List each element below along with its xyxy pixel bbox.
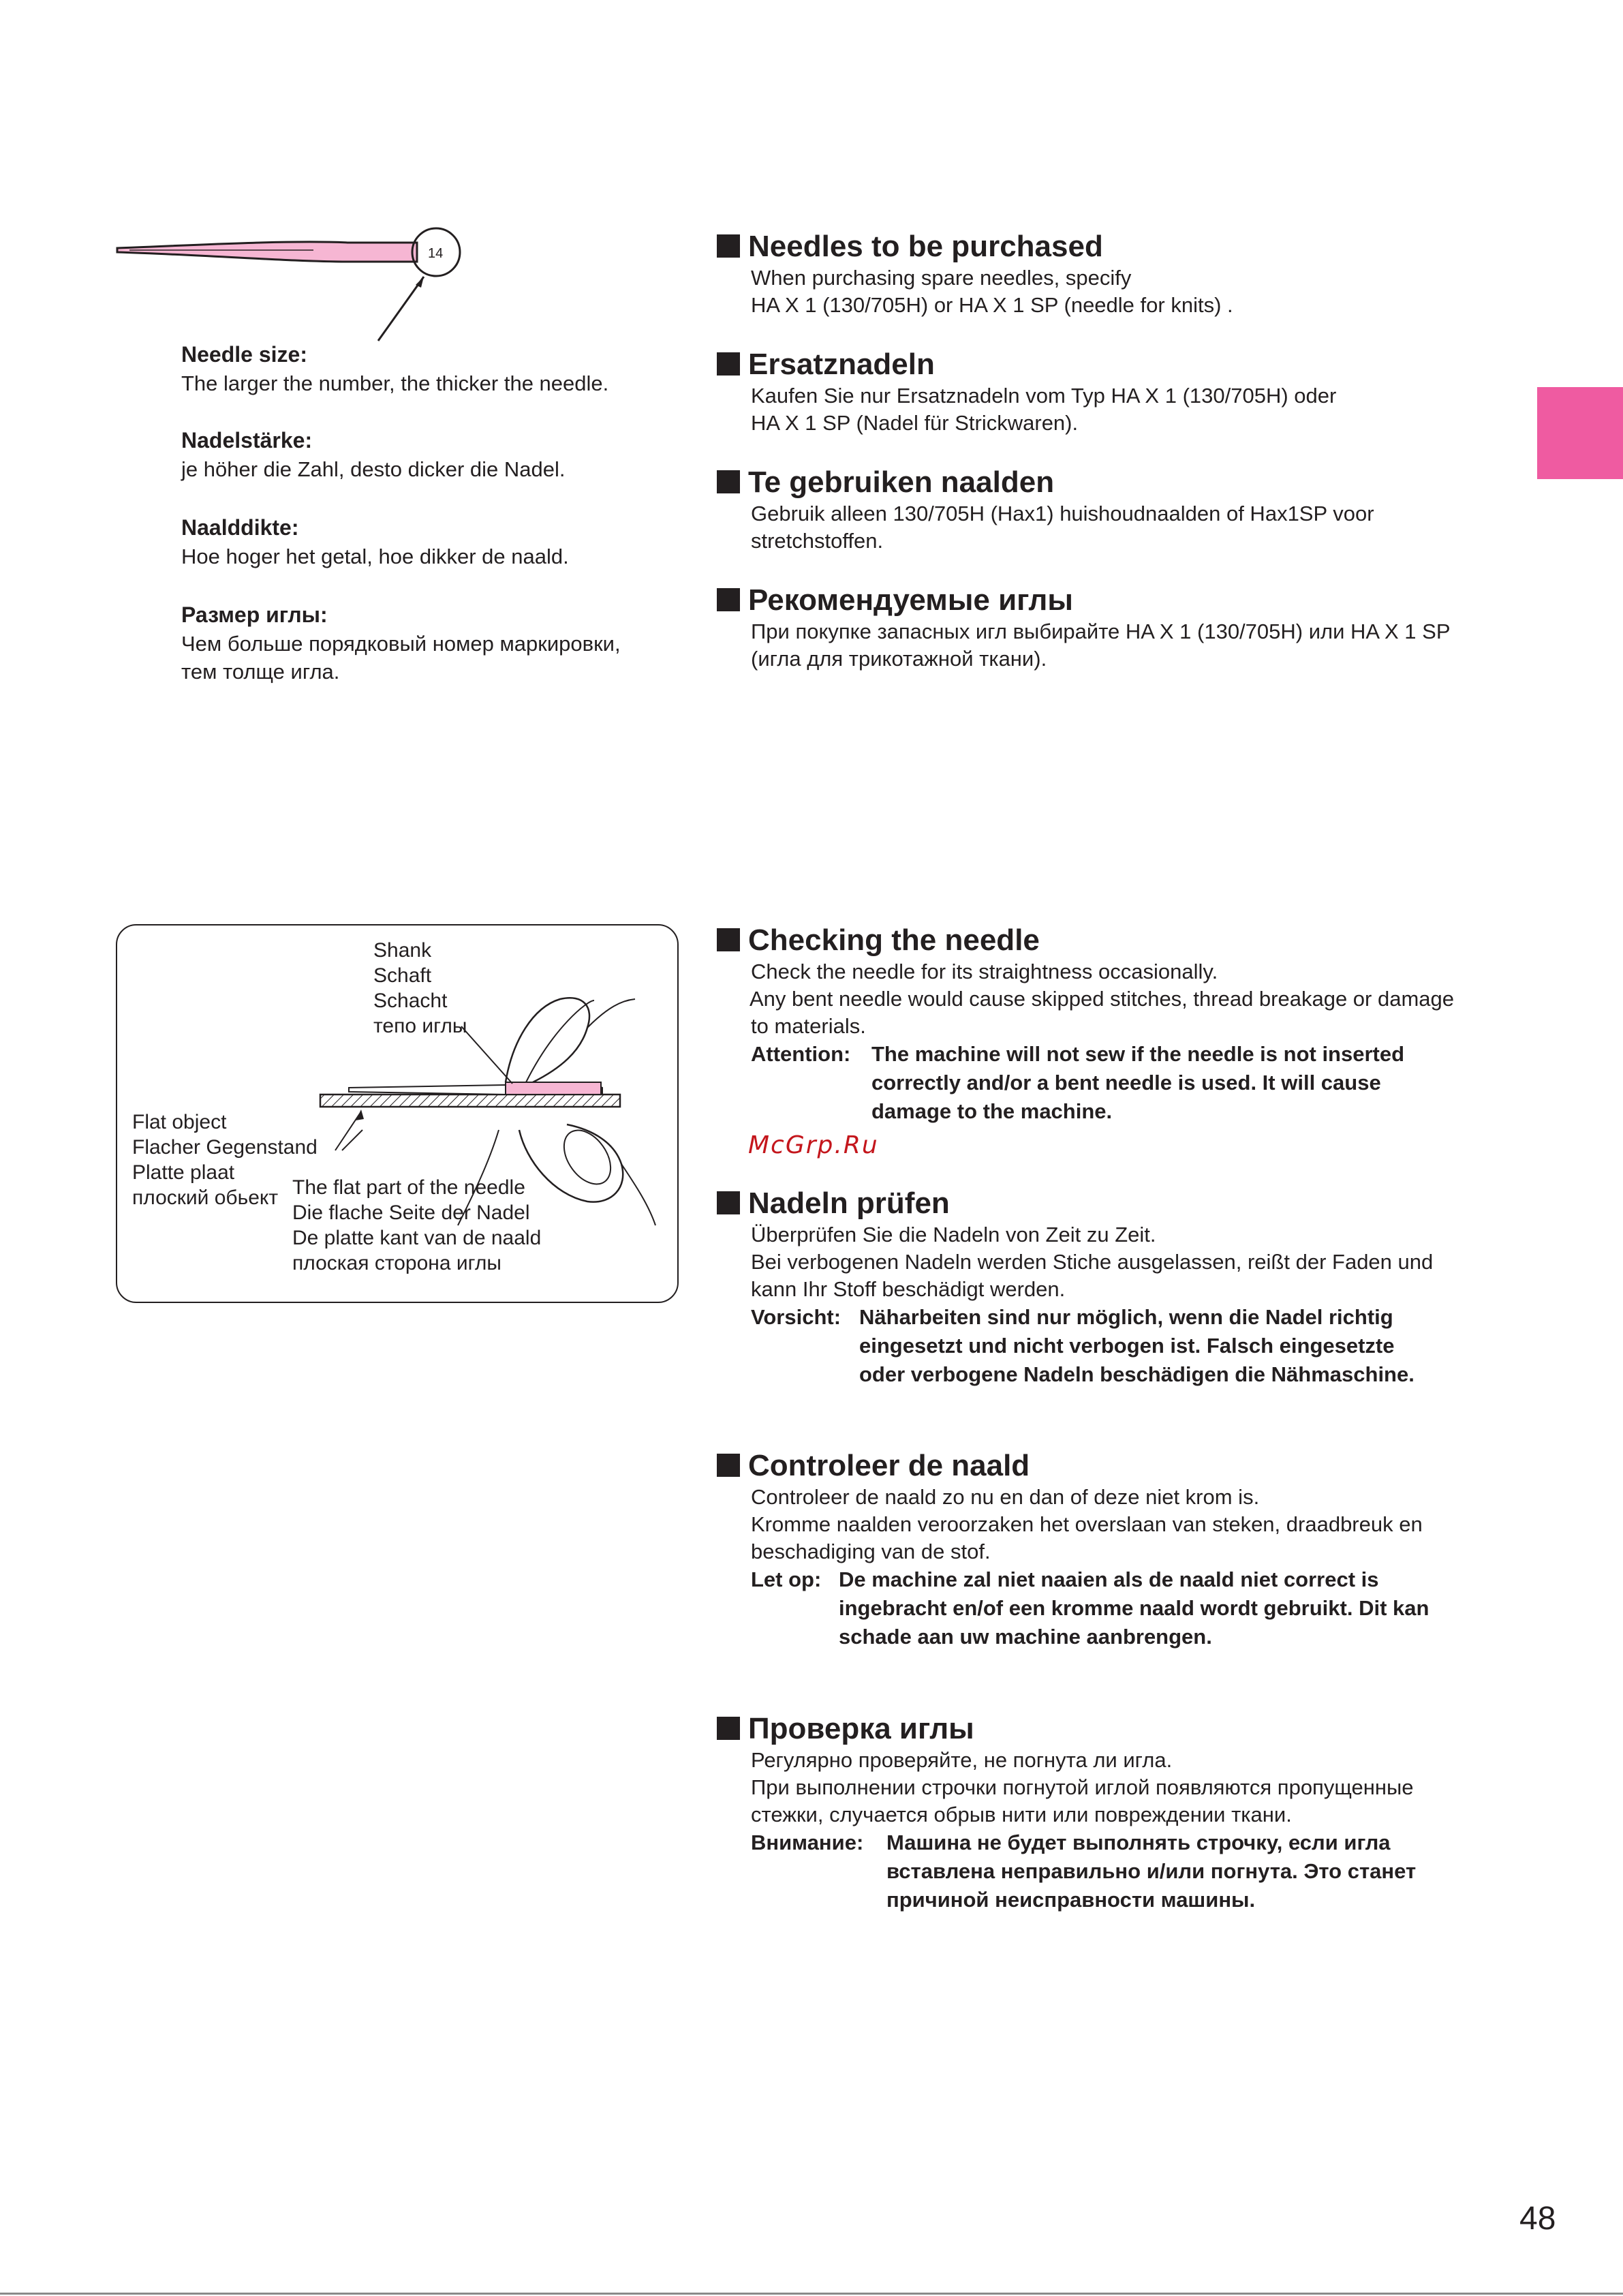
section-line: При покупке запасных игл выбирайте HA X 1 (130/705H) или HA X 1 SP <box>751 619 1451 643</box>
needle-size-label: Naalddikte: <box>181 515 299 540</box>
flat-part-label-ru: плоская сторона иглы <box>292 1252 501 1274</box>
section-line: Any bent needle would cause skipped stitches, thread breakage or damage <box>749 987 1455 1011</box>
section-line: HA X 1 (130/705H) or HA X 1 SP (needle for knits) . <box>751 293 1233 317</box>
needle-number: 14 <box>428 246 444 261</box>
needle-size-label: Размер иглы: <box>181 602 328 627</box>
section-line: beschadiging van de stof. <box>751 1540 991 1563</box>
section-title: Ersatznadeln <box>748 348 935 381</box>
flat-object-label <box>132 1109 318 1210</box>
warning-line: Näharbeiten sind nur möglich, wenn die Nadel richtig <box>859 1305 1393 1329</box>
bottom-rule <box>0 2293 1623 2295</box>
section-title: Te gebruiken naalden <box>748 465 1055 499</box>
section-line: stretchstoffen. <box>751 529 884 553</box>
checking-section-en <box>717 923 1534 1127</box>
section-line: Bei verbogenen Nadeln werden Stiche ausgelassen, reißt der Faden und <box>751 1250 1434 1274</box>
warning-line: The machine will not sew if the needle is not inserted <box>871 1042 1405 1066</box>
flat-part-label-de: Die flache Seite der Nadel <box>292 1201 530 1224</box>
bullet-square-icon <box>717 588 740 611</box>
checking-section-nl <box>717 1448 1534 1653</box>
section-line: Kaufen Sie nur Ersatznadeln vom Typ HA X 1 (130/705H) oder <box>751 384 1337 408</box>
needle-size-figure <box>109 225 477 348</box>
warning-line: Машина не будет выполнять строчку, если игла <box>886 1831 1391 1854</box>
needle-size-label: Needle size: <box>181 342 307 367</box>
bullet-square-icon <box>717 1454 740 1477</box>
shank-label-de: Schaft <box>373 964 432 987</box>
section-line: kann Ihr Stoff beschädigt werden. <box>751 1277 1066 1301</box>
needle-size-item-ru <box>181 600 699 686</box>
flat-part-label-en: The flat part of the needle <box>292 1176 525 1199</box>
flat-object-label-ru: плоский обьект <box>132 1187 279 1209</box>
checking-section-de <box>717 1186 1534 1390</box>
section-line: стежки, случается обрыв нити или повреждении ткани. <box>751 1803 1292 1826</box>
warning-label: Attention: <box>751 1042 851 1066</box>
flat-object-label-de: Flacher Gegenstand <box>132 1136 318 1159</box>
section-line: При выполнении строчки погнутой иглой появляются пропущенные <box>751 1775 1414 1799</box>
bullet-square-icon <box>717 1717 740 1740</box>
warning-line: oder verbogene Nadeln beschädigen die Nähmaschine. <box>859 1362 1415 1386</box>
section-tab <box>1537 387 1623 479</box>
warning-line: причиной неисправности машины. <box>886 1888 1256 1912</box>
section-line: Kromme naalden veroorzaken het overslaan van steken, draadbreuk en <box>751 1512 1423 1536</box>
warning-line: damage to the machine. <box>871 1099 1113 1123</box>
shank-label-ru: тепо иглы <box>373 1015 467 1037</box>
purchase-section-ru <box>717 583 1534 673</box>
warning-label: Let op: <box>751 1567 822 1591</box>
section-line: Überprüfen Sie die Nadeln von Zeit zu Zeit. <box>751 1223 1156 1246</box>
needle-size-item-de <box>181 425 699 512</box>
warning-label: Внимание: <box>751 1831 864 1854</box>
bullet-square-icon <box>717 1191 740 1214</box>
shank-label-en: Shank <box>373 939 432 962</box>
section-line: (игла для трикотажной ткани). <box>751 647 1047 671</box>
warning-line: correctly and/or a bent needle is used. It will cause <box>871 1071 1381 1095</box>
needle-shape <box>117 242 417 262</box>
section-title: Nadeln prüfen <box>748 1187 950 1220</box>
watermark: McGrp.Ru <box>748 1131 879 1159</box>
warning-line: De machine zal niet naaien als de naald niet correct is <box>839 1567 1379 1591</box>
section-title: Checking the needle <box>748 923 1040 957</box>
warning-line: вставлена неправильно и/или погнута. Это станет <box>886 1859 1417 1883</box>
bullet-square-icon <box>717 470 740 493</box>
needle-size-text: Чем больше порядковый номер маркировки, <box>181 632 621 656</box>
attention-note <box>751 1303 1534 1390</box>
shank-label-nl: Schacht <box>373 990 448 1012</box>
section-line: Check the needle for its straightness occasionally. <box>751 960 1218 983</box>
needle-size-label: Nadelstärke: <box>181 428 313 453</box>
flat-object <box>320 1095 620 1107</box>
section-line: Регулярно проверяйте, не погнута ли игла. <box>751 1748 1173 1772</box>
section-line: Gebruik alleen 130/705H (Hax1) huishoudnaalden of Hax1SP voor <box>751 502 1374 525</box>
needle-size-text: Hoe hoger het getal, hoe dikker de naald. <box>181 545 569 568</box>
section-title: Controleer de naald <box>748 1449 1030 1482</box>
flat-part-label <box>292 1175 541 1276</box>
needle-size-text: тем толще игла. <box>181 660 340 684</box>
attention-note <box>751 1040 1534 1127</box>
bullet-square-icon <box>717 234 740 258</box>
needle-size-item-en <box>181 339 699 425</box>
purchase-section-nl <box>717 465 1534 555</box>
warning-line: ingebracht en/of een kromme naald wordt gebruikt. Dit kan <box>839 1596 1429 1620</box>
section-line: HA X 1 SP (Nadel für Strickwaren). <box>751 411 1079 435</box>
needle-size-text: je höher die Zahl, desto dicker die Nadel. <box>181 457 566 481</box>
warning-line: schade aan uw machine aanbrengen. <box>839 1625 1212 1649</box>
warning-line: eingesetzt und nicht verbogen ist. Falsch eingesetzte <box>859 1334 1395 1358</box>
needle-size-text: The larger the number, the thicker the needle. <box>181 371 609 395</box>
attention-note <box>751 1828 1534 1916</box>
flat-object-label-nl: Platte plaat <box>132 1161 235 1184</box>
warning-label: Vorsicht: <box>751 1305 841 1329</box>
section-line: Controleer de naald zo nu en dan of deze niet krom is. <box>751 1485 1260 1509</box>
flat-object-leader-line <box>342 1130 362 1150</box>
upper-finger <box>506 998 589 1082</box>
shank-leader-line <box>461 1026 512 1084</box>
section-line: When purchasing spare needles, specify <box>751 266 1132 290</box>
pointer-arrow <box>378 277 424 341</box>
flat-object-label-en: Flat object <box>132 1111 227 1133</box>
attention-note <box>751 1565 1534 1653</box>
needle-shank <box>506 1082 601 1095</box>
purchase-section-en <box>717 229 1534 319</box>
bullet-square-icon <box>717 928 740 951</box>
flat-part-label-nl: De platte kant van de naald <box>292 1227 542 1249</box>
section-title: Рекомендуемые иглы <box>748 583 1073 617</box>
needle-check-diagram <box>116 924 679 1303</box>
needle-size-item-nl <box>181 512 699 600</box>
shank-label <box>373 938 467 1039</box>
page-number: 48 <box>1519 2201 1556 2237</box>
bullet-square-icon <box>717 352 740 376</box>
section-title: Проверка иглы <box>748 1712 974 1745</box>
section-title: Needles to be purchased <box>748 230 1103 263</box>
section-line: to materials. <box>751 1014 866 1038</box>
purchase-section-de <box>717 347 1534 437</box>
needle-size-list <box>181 339 699 686</box>
checking-section-ru <box>717 1711 1534 1916</box>
